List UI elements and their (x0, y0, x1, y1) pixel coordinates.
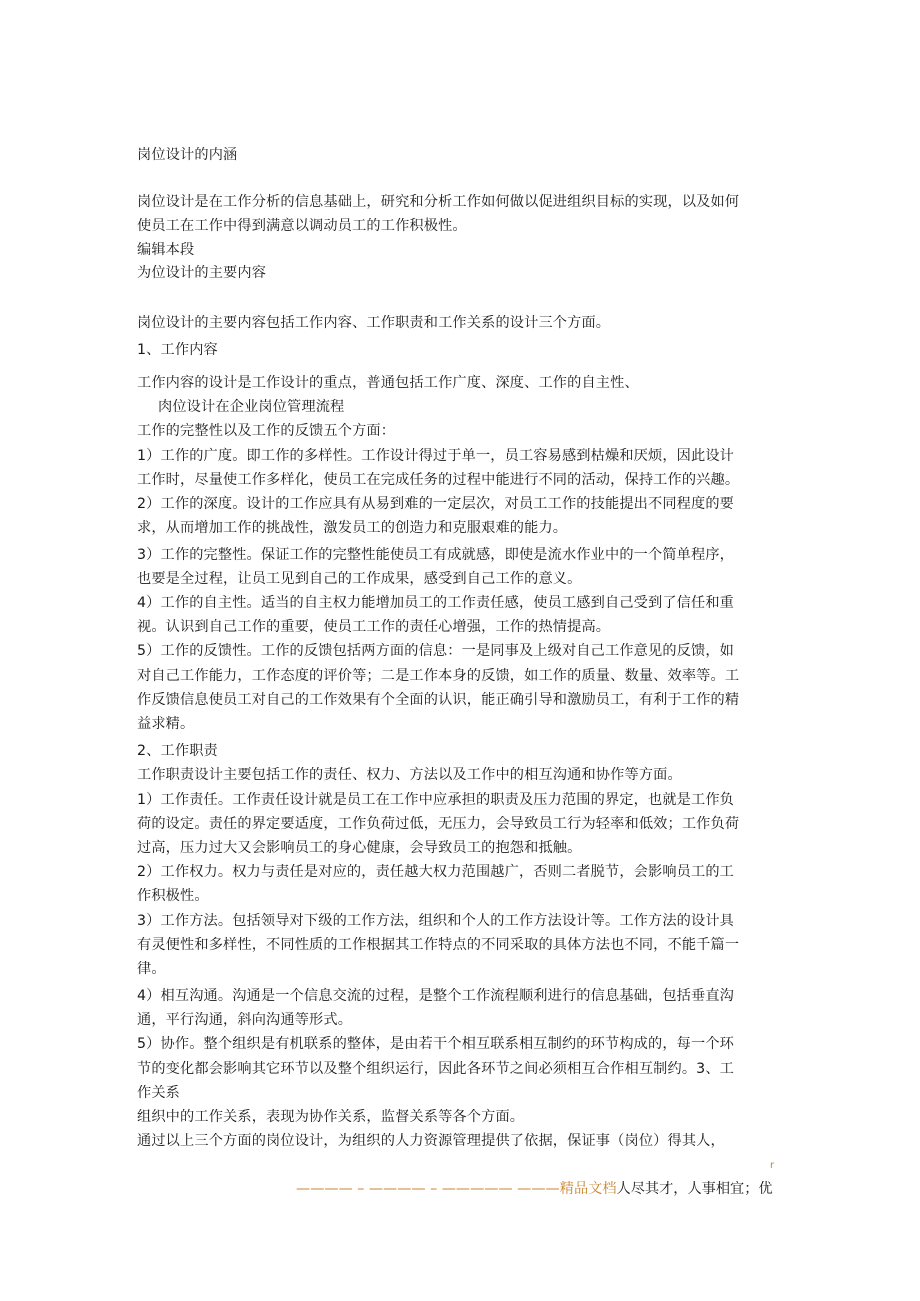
text-line: 4）工作的自主性。适当的自主权力能增加员工的工作责任感，使员工感到自己受到了信任和重 (137, 595, 735, 611)
text-line: 视。认识到自己工作的重要，使员工工作的责任心增强，工作的热情提高。 (137, 619, 611, 635)
figure-caption: 肉位设计在企业岗位管理流程 (158, 399, 345, 415)
text-line: 通，平行沟通，斜向沟通等形式。 (137, 1012, 353, 1028)
text-line: 工作时，尽量使工作多样化，使员工在完成任务的过程中能进行不同的活动，保持工作的兴趣。 (137, 472, 740, 488)
text-line: 节的变化都会影响其它环节以及整个组织运行，因此各环节之间必须相互合作相互制约。3、工 (137, 1061, 735, 1077)
watermark-mark: r (770, 1160, 775, 1171)
subsection-heading: 2、工作职责 (137, 743, 218, 759)
footer-text: 人尽其才，人事相宜；优 (616, 1181, 773, 1197)
text-line: 3）工作的完整性。保证工作的完整性能使员工有成就感，即使是流水作业中的一个简单程序， (137, 547, 735, 563)
subsection-heading: 1、工作内容 (137, 342, 218, 358)
text-line: 组织中的工作关系，表现为协作关系，监督关系等各个方面。 (137, 1109, 525, 1125)
text-line: 5）工作的反馈性。工作的反馈包括两方面的信息：一是同事及上级对自己工作意见的反馈，如 (137, 643, 735, 659)
text-line: 2）工作权力。权力与责任是对应的，责任越大权力范围越广，否则二者脱节，会影响员工的工 (137, 864, 735, 880)
text-line: 4）相互沟通。沟通是一个信息交流的过程，是整个工作流程顺利进行的信息基础，包括垂直沟 (137, 988, 735, 1004)
text-line: 工作的完整性以及工作的反馈五个方面： (137, 423, 396, 439)
text-line: 律。 (137, 961, 166, 977)
text-line: 也要是全过程，让员工见到自己的工作成果，感受到自己工作的意义。 (137, 571, 582, 587)
text-line: 使员工在工作中得到满意以调动员工的工作积极性。 (137, 218, 467, 234)
text-line: 荷的设定。责任的界定要适度，工作负荷过低，无压力，会导致员工行为轻率和低效；工作负荷 (137, 816, 740, 832)
text-line: 作积极性。 (137, 888, 209, 904)
text-line: 5）协作。整个组织是有机联系的整体，是由若干个相互联系相互制约的环节构成的，每一个环 (137, 1036, 735, 1052)
text-line: 1）工作责任。工作责任设计就是员工在工作中应承担的职责及压力范围的界定，也就是工作负 (137, 792, 735, 808)
text-line: 益求精。 (137, 716, 195, 732)
doc-heading: 岗位设计的内涵 (137, 147, 238, 163)
edit-section-label: 编辑本段 (137, 242, 195, 258)
section-heading: 为位设计的主要内容 (137, 265, 267, 281)
text-line: 作关系 (137, 1085, 181, 1101)
text-line: 过高，压力过大又会影响员工的身心健康，会导致员工的抱怨和抵触。 (137, 840, 582, 856)
text-line: 工作内容的设计是工作设计的重点，普通包括工作广度、深度、工作的自主性、 (137, 375, 639, 391)
watermark-footer (296, 1179, 773, 1199)
text-line: 岗位设计的主要内容包括工作内容、工作职责和工作关系的设计三个方面。 (137, 315, 611, 331)
text-line: 工作职责设计主要包括工作的责任、权力、方法以及工作中的相互沟通和协作等方面。 (137, 767, 682, 783)
text-line: 3）工作方法。包括领导对下级的工作方法，组织和个人的工作方法设计等。工作方法的设计具 (137, 913, 735, 929)
text-line: 对自己工作能力，工作态度的评价等；二是工作本身的反馈，如工作的质量、数量、效率等。工 (137, 668, 740, 684)
text-line: 岗位设计是在工作分析的信息基础上，研究和分析工作如何做以促进组织目标的实现，以及如何 (137, 194, 740, 210)
text-line: 有灵便性和多样性，不同性质的工作根据其工作特点的不同采取的具体方法也不同，不能千篇一 (137, 937, 740, 953)
text-line: 作反馈信息使员工对自己的工作效果有个全面的认识，能正确引导和激励员工，有利于工作的精 (137, 692, 740, 708)
footer-brand: 精品文档 (559, 1181, 617, 1197)
text-line: 1）工作的广度。即工作的多样性。工作设计得过于单一，员工容易感到枯燥和厌烦，因此设计 (137, 448, 735, 464)
footer-dashes: ———— – ———— – ————— ——— (296, 1181, 560, 1197)
text-line: 求，从而增加工作的挑战性，激发员工的创造力和克服艰难的能力。 (137, 520, 568, 536)
text-line: 通过以上三个方面的岗位设计，为组织的人力资源管理提供了依据，保证事（岗位）得其人， (137, 1133, 725, 1149)
text-line: 2）工作的深度。设计的工作应具有从易到难的一定层次，对员工工作的技能提出不同程度的要 (137, 496, 735, 512)
